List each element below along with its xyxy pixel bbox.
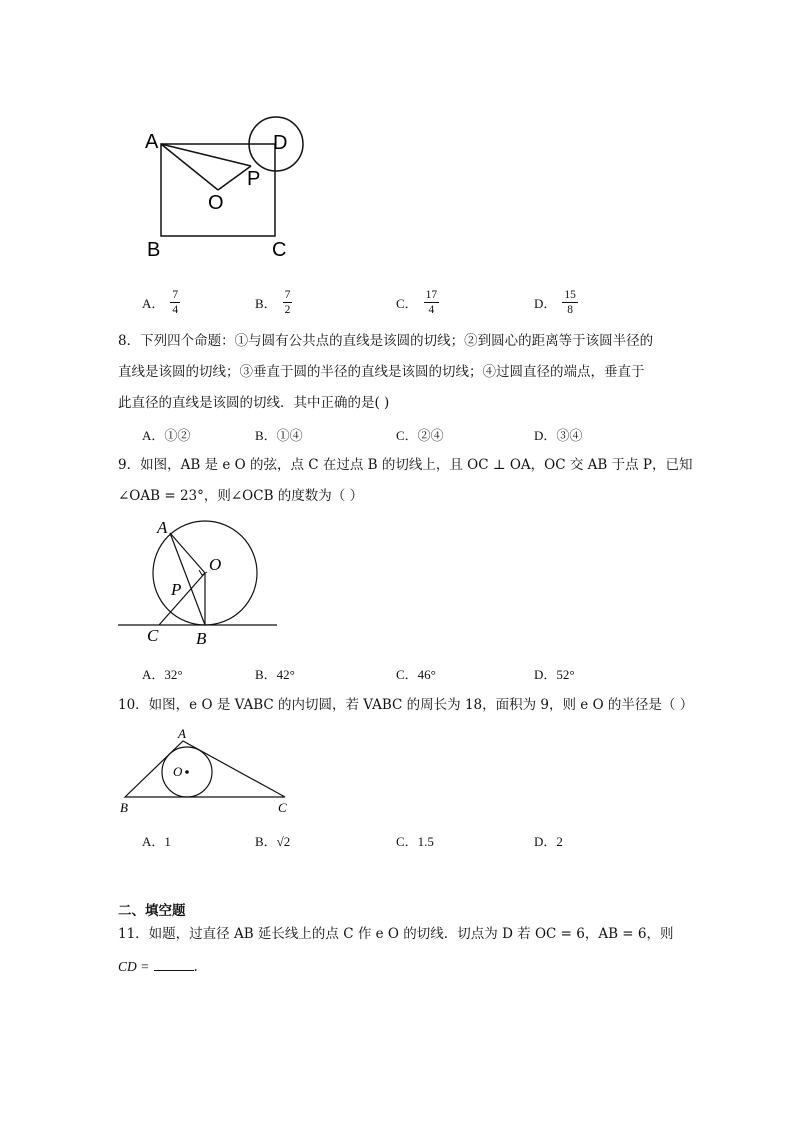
figure-rectangle-circle [140, 110, 310, 270]
label-b: B [147, 239, 161, 261]
q10-option-a[interactable]: A．1 [142, 834, 171, 849]
figure-incircle-triangle [115, 722, 300, 817]
q11-text-line2 [118, 956, 198, 977]
q9-option-c[interactable]: C．46° [396, 667, 436, 682]
label-o: O [173, 764, 183, 779]
label-p: P [247, 168, 261, 190]
q8-text-line3: 此直径的直线是该圆的切线．其中正确的是( ) [118, 395, 390, 411]
q8-text-line2: 直线是该圆的切线；③垂直于圆的半径的直线是该圆的切线；④过圆直径的端点，垂直于 [118, 364, 645, 380]
label-b: B [196, 629, 207, 648]
center-dot [185, 770, 189, 774]
q9-option-d[interactable]: D．52° [534, 667, 575, 682]
segment-oc [159, 573, 205, 625]
label-a: A [145, 131, 159, 153]
label-a: A [157, 518, 168, 537]
q11-cd-label: CD = [118, 959, 150, 974]
q9-option-b[interactable]: B．42° [255, 667, 295, 682]
label-c: C [147, 626, 159, 645]
label-a: A [178, 726, 186, 741]
q7-option-d[interactable]: D． $\frac{15}{8}$ [534, 289, 576, 316]
q9-option-a[interactable]: A．32° [142, 667, 183, 682]
q8-option-b[interactable]: B．①④ [255, 428, 303, 443]
q9-text-line2: ∠OAB = 23°，则∠OCB 的度数为（ ） [118, 488, 364, 504]
q10-option-d[interactable]: D．2 [534, 834, 563, 849]
radius-oa [170, 533, 205, 573]
q10-option-c[interactable]: C．1.5 [396, 834, 434, 849]
label-c: C [278, 800, 287, 815]
q10-option-b[interactable]: B．√2 [255, 834, 291, 849]
q7-option-c[interactable]: C． $\frac{17}{4}$ [396, 289, 438, 316]
q11-period: . [193, 959, 198, 975]
label-o: O [209, 555, 222, 574]
q8-text-line1: 8．下列四个命题：①与圆有公共点的直线是该圆的切线；②到圆心的距离等于该圆半径的 [118, 333, 654, 349]
label-d: D [273, 132, 288, 154]
q8-option-a[interactable]: A．①② [142, 428, 191, 443]
q7-option-b[interactable]: B． $\frac{7}{2}$ [255, 289, 291, 316]
label-c: C [272, 239, 287, 261]
fraction: $\frac{17}{4}$ [425, 289, 438, 316]
label-b: B [120, 800, 128, 815]
q8-option-d[interactable]: D．③④ [534, 428, 583, 443]
figure-circle-tangent [115, 515, 285, 650]
fraction: $\frac{7}{4}$ [172, 289, 179, 316]
section-title: 二、填空题 [118, 903, 186, 919]
q10-text-line1: 10．如图，e O 是 VABC 的内切圆，若 VABC 的周长为 18，面积为 9，则 e O 的半径是（ ） [118, 697, 694, 713]
answer-blank[interactable] [154, 956, 194, 971]
q9-text-line1: 9．如图，AB 是 e O 的弦，点 C 在过点 B 的切线上，且 OC ⊥ OA，OC 交 AB 于点 P，已知 [118, 457, 693, 473]
q7-option-a[interactable]: A． $\frac{7}{4}$ [142, 289, 179, 316]
label-p: P [171, 580, 182, 599]
q8-option-c[interactable]: C．②④ [396, 428, 444, 443]
label-o: O [208, 192, 224, 214]
q11-text-line1: 11．如题，过直径 AB 延长线上的点 C 作 e O 的切线．切点为 D 若 OC = 6，AB = 6，则 [118, 926, 674, 942]
fraction: $\frac{15}{8}$ [564, 289, 576, 316]
fraction: $\frac{7}{2}$ [284, 289, 291, 316]
